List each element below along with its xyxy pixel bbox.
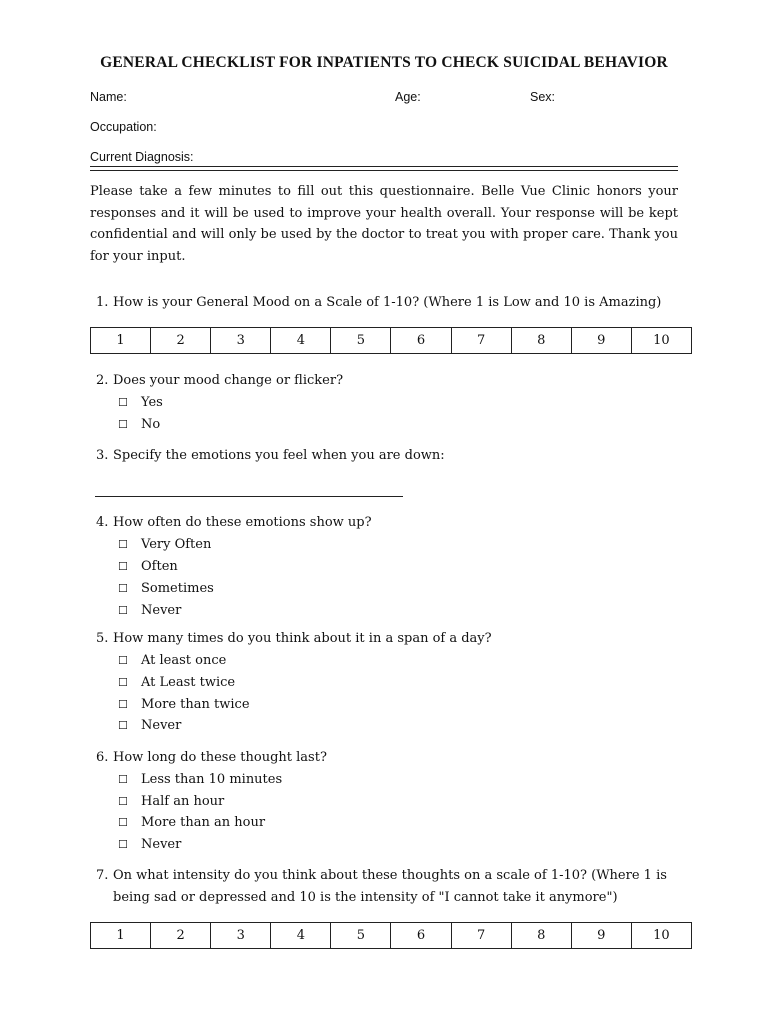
option-label: Yes bbox=[141, 395, 163, 410]
option-label: Never bbox=[141, 718, 182, 733]
option-label: Less than 10 minutes bbox=[141, 772, 283, 787]
checkbox-icon[interactable]: ☐ bbox=[118, 538, 128, 551]
option-sometimes[interactable] bbox=[118, 581, 214, 596]
question-number: 6. bbox=[96, 750, 109, 765]
occupation-label: Occupation: bbox=[90, 120, 157, 134]
scale-cell[interactable]: 1 bbox=[91, 328, 151, 354]
checkbox-icon[interactable]: ☐ bbox=[118, 560, 128, 573]
option-often[interactable] bbox=[118, 559, 178, 574]
checkbox-icon[interactable]: ☐ bbox=[118, 582, 128, 595]
option-label: At Least twice bbox=[141, 675, 236, 690]
checkbox-icon[interactable]: ☐ bbox=[118, 676, 128, 689]
checkbox-icon[interactable]: ☐ bbox=[118, 816, 128, 829]
page-title: GENERAL CHECKLIST FOR INPATIENTS TO CHECK SUICIDAL BEHAVIOR bbox=[100, 54, 668, 71]
option-less-than-10-minutes[interactable] bbox=[118, 772, 283, 787]
scale-cell[interactable]: 9 bbox=[571, 328, 631, 354]
option-yes[interactable] bbox=[118, 395, 163, 410]
intro-paragraph: Please take a few minutes to fill out this questionnaire. Belle Vue Clinic honors your responses and it will be used to improve your health overall. Your response will be kept confidential and will only be used by the doctor to treat you with proper care. Thank you for your input. bbox=[90, 184, 678, 264]
scale-cell[interactable]: 6 bbox=[391, 923, 451, 949]
checkbox-icon[interactable]: ☐ bbox=[118, 773, 128, 786]
question-2 bbox=[0, 373, 768, 393]
question-number: 1. bbox=[96, 295, 109, 310]
checkbox-icon[interactable]: ☐ bbox=[118, 654, 128, 667]
question-7 bbox=[0, 868, 768, 912]
question-3 bbox=[0, 448, 768, 468]
question-text: Specify the emotions you feel when you are down: bbox=[113, 448, 445, 463]
question-text-line-1: On what intensity do you think about these thoughts on a scale of 1-10? (Where 1 is bbox=[113, 868, 667, 883]
scale-cell[interactable]: 9 bbox=[571, 923, 631, 949]
option-label: No bbox=[141, 417, 161, 432]
checkbox-icon[interactable]: ☐ bbox=[118, 719, 128, 732]
option-label: More than twice bbox=[141, 697, 250, 712]
option-label: Very Often bbox=[141, 537, 212, 552]
option-never[interactable] bbox=[118, 718, 182, 733]
scale-cell[interactable]: 8 bbox=[511, 328, 571, 354]
age-label: Age: bbox=[395, 90, 421, 104]
question-text: How is your General Mood on a Scale of 1-10? (Where 1 is Low and 10 is Amazing) bbox=[113, 295, 662, 310]
option-label: At least once bbox=[141, 653, 227, 668]
divider-top bbox=[90, 166, 678, 167]
intensity-scale-table bbox=[90, 922, 692, 949]
option-label: Never bbox=[141, 837, 182, 852]
scale-cell[interactable]: 7 bbox=[451, 328, 511, 354]
option-more-than-twice[interactable] bbox=[118, 697, 250, 712]
question-number: 5. bbox=[96, 631, 109, 646]
question-text-line-2: being sad or depressed and 10 is the intensity of "I cannot take it anymore") bbox=[113, 890, 618, 905]
checkbox-icon[interactable]: ☐ bbox=[118, 795, 128, 808]
scale-cell[interactable]: 10 bbox=[631, 328, 691, 354]
question-number: 3. bbox=[96, 448, 109, 463]
answer-line[interactable] bbox=[95, 496, 403, 497]
option-very-often[interactable] bbox=[118, 537, 212, 552]
scale-cell[interactable]: 2 bbox=[151, 923, 211, 949]
checkbox-icon[interactable]: ☐ bbox=[118, 604, 128, 617]
scale-cell[interactable]: 5 bbox=[331, 328, 391, 354]
question-6 bbox=[0, 750, 768, 770]
option-label: Half an hour bbox=[141, 794, 225, 809]
scale-cell[interactable]: 3 bbox=[211, 328, 271, 354]
question-text: How long do these thought last? bbox=[113, 750, 327, 765]
scale-cell[interactable]: 5 bbox=[331, 923, 391, 949]
scale-cell[interactable]: 4 bbox=[271, 923, 331, 949]
divider-bottom bbox=[90, 170, 678, 171]
scale-cell[interactable]: 3 bbox=[211, 923, 271, 949]
question-number: 4. bbox=[96, 515, 109, 530]
option-label: More than an hour bbox=[141, 815, 266, 830]
question-1 bbox=[0, 295, 768, 315]
sex-label: Sex: bbox=[530, 90, 556, 104]
question-4 bbox=[0, 515, 768, 535]
option-label: Sometimes bbox=[141, 581, 214, 596]
scale-cell[interactable]: 2 bbox=[151, 328, 211, 354]
option-more-than-an-hour[interactable] bbox=[118, 815, 266, 830]
checkbox-icon[interactable]: ☐ bbox=[118, 698, 128, 711]
option-never[interactable] bbox=[118, 837, 182, 852]
checkbox-icon[interactable]: ☐ bbox=[118, 838, 128, 851]
question-number: 7. bbox=[96, 868, 109, 883]
name-label: Name: bbox=[90, 90, 127, 104]
scale-cell[interactable]: 7 bbox=[451, 923, 511, 949]
scale-cell[interactable]: 6 bbox=[391, 328, 451, 354]
option-half-an-hour[interactable] bbox=[118, 794, 225, 809]
checkbox-icon[interactable]: ☐ bbox=[118, 418, 128, 431]
scale-cell[interactable]: 10 bbox=[631, 923, 691, 949]
mood-scale-table bbox=[90, 327, 692, 354]
question-text: How many times do you think about it in a span of a day? bbox=[113, 631, 492, 646]
option-at-least-once[interactable] bbox=[118, 653, 227, 668]
diagnosis-label: Current Diagnosis: bbox=[90, 150, 194, 164]
question-text: Does your mood change or flicker? bbox=[113, 373, 344, 388]
option-no[interactable] bbox=[118, 417, 161, 432]
scale-cell[interactable]: 1 bbox=[91, 923, 151, 949]
scale-cell[interactable]: 8 bbox=[511, 923, 571, 949]
option-at-least-twice[interactable] bbox=[118, 675, 236, 690]
option-label: Often bbox=[141, 559, 178, 574]
question-number: 2. bbox=[96, 373, 109, 388]
scale-cell[interactable]: 4 bbox=[271, 328, 331, 354]
question-text: How often do these emotions show up? bbox=[113, 515, 372, 530]
checkbox-icon[interactable]: ☐ bbox=[118, 396, 128, 409]
option-label: Never bbox=[141, 603, 182, 618]
option-never[interactable] bbox=[118, 603, 182, 618]
question-5 bbox=[0, 631, 768, 651]
